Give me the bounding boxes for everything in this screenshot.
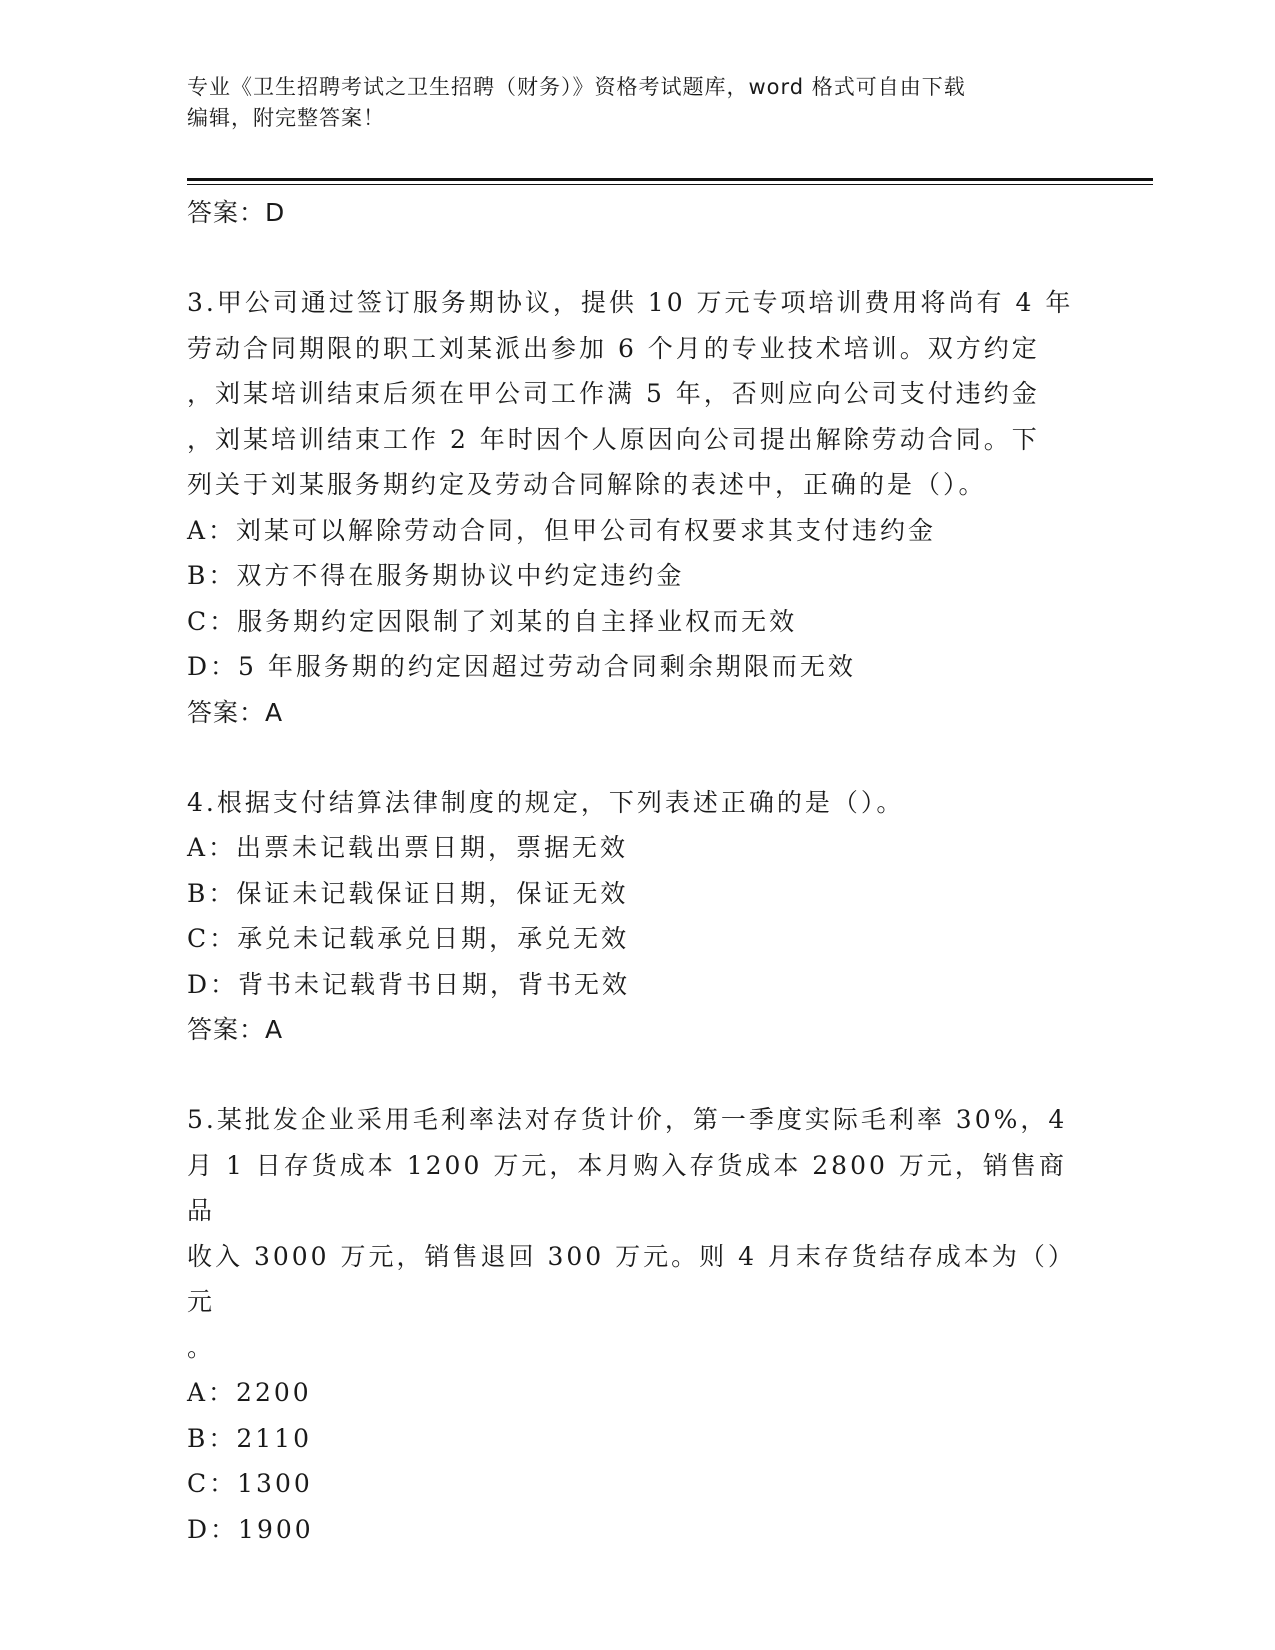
question-stem-line: 4.根据支付结算法律制度的规定，下列表述正确的是（）。	[187, 787, 905, 817]
document-body	[187, 190, 1087, 1552]
header-line-2: 编辑，附完整答案！	[187, 106, 385, 130]
question-stem-line: 。	[187, 1332, 216, 1362]
question-stem-line: ，刘某培训结束工作 2 年时因个人原因向公司提出解除劳动合同。下	[187, 424, 1040, 454]
question-stem-line: ，刘某培训结束后须在甲公司工作满 5 年，否则应向公司支付违约金	[187, 379, 1040, 408]
option-a: A：出票未记载出票日期，票据无效	[187, 833, 629, 862]
option-c: C：承兑未记载承兑日期，承兑无效	[187, 924, 630, 953]
question-stem-line: 5.某批发企业采用毛利率法对存货计价，第一季度实际毛利率 30%，4	[187, 1105, 1068, 1134]
option-c: C：1300	[187, 1469, 313, 1498]
option-b: B：保证未记载保证日期，保证无效	[187, 878, 629, 908]
header-divider-thin	[187, 184, 1153, 185]
question-answer: 答案：A	[187, 1015, 284, 1044]
question-stem-line: 3.甲公司通过签订服务期协议，提供 10 万元专项培训费用将尚有 4 年	[187, 288, 1074, 317]
option-b: B：双方不得在服务期协议中约定违约金	[187, 561, 685, 590]
question-stem-line: 月 1 日存货成本 1200 万元，本月购入存货成本 2800 万元，销售商品	[187, 1150, 1067, 1225]
question-stem-line: 列关于刘某服务期约定及劳动合同解除的表述中，正确的是（）。	[187, 470, 987, 499]
option-d: D：5 年服务期的约定因超过劳动合同剩余期限而无效	[187, 652, 856, 681]
question-stem-line: 收入 3000 万元，销售退回 300 万元。则 4 月末存货结存成本为（）元	[187, 1241, 1076, 1316]
question-3	[187, 280, 1087, 736]
previous-answer: 答案：D	[187, 198, 286, 227]
question-answer: 答案：A	[187, 697, 284, 727]
option-d: D：1900	[187, 1514, 314, 1544]
option-a: A：刘某可以解除劳动合同，但甲公司有权要求其支付违约金	[187, 515, 937, 545]
option-d: D：背书未记载背书日期，背书无效	[187, 969, 631, 999]
question-4	[187, 780, 1087, 1054]
header-divider-thick	[187, 178, 1153, 181]
option-a: A：2200	[187, 1378, 312, 1407]
option-c: C：服务期约定因限制了刘某的自主择业权而无效	[187, 606, 798, 636]
question-stem-line: 劳动合同期限的职工刘某派出参加 6 个月的专业技术培训。双方约定	[187, 333, 1040, 363]
document-header	[187, 72, 1087, 134]
question-5	[187, 1097, 1087, 1552]
option-b: B：2110	[187, 1423, 312, 1453]
header-line-1: 专业《卫生招聘考试之卫生招聘（财务）》资格考试题库，word 格式可自由下载	[187, 75, 966, 99]
